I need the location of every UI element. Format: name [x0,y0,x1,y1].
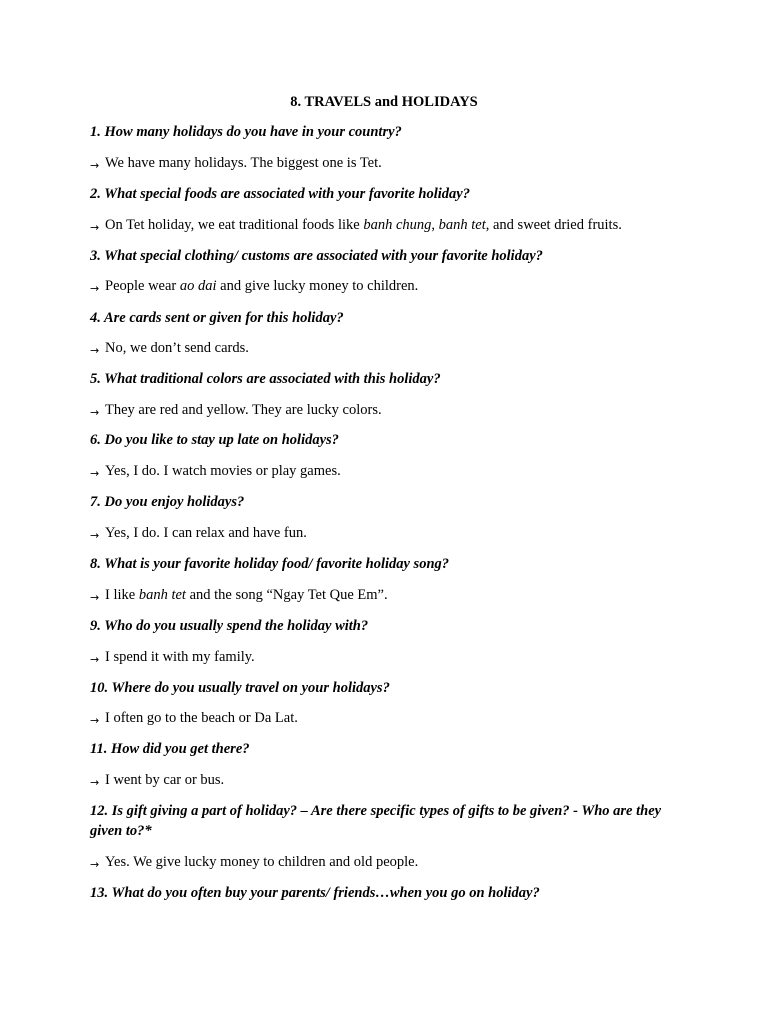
answer: → I like banh tet and the song “Ngay Tet Que Em”. [90,585,680,608]
question: 3. What special clothing/ customs are associated with your favorite holiday? [90,248,543,264]
question: 5. What traditional colors are associated with this holiday? [90,371,441,387]
answer-row-3 [90,276,680,299]
document-title: 8. TRAVELS and HOLIDAYS [290,94,478,110]
answer-row-4 [90,338,680,361]
answer-row-2 [90,215,680,238]
answer: → Yes, I do. I can relax and have fun. [90,523,680,546]
right-arrow-icon: → [90,467,100,480]
qa-item-7 [90,492,680,512]
answer: → I often go to the beach or Da Lat. [90,708,680,731]
answer: → They are red and yellow. They are lucky colors. [90,400,680,423]
question: 12. Is gift giving a part of holiday? – Are there specific types of gifts to be given? - Who are they given to?* [90,803,662,839]
qa-item-8 [90,554,680,574]
answer: → No, we don’t send cards. [90,338,680,361]
answer: → Yes. We give lucky money to children and old people. [90,852,680,875]
right-arrow-icon: → [90,653,100,666]
answer: → People wear ao dai and give lucky money to children. [90,276,680,299]
question: 13. What do you often buy your parents/ friends…when you go on holiday? [90,885,540,901]
qa-item-3 [90,246,680,266]
qa-item-1 [90,122,680,142]
qa-item-12 [90,801,680,841]
answer-row-5 [90,400,680,423]
qa-item-11 [90,739,680,759]
answer: → We have many holidays. The biggest one is Tet. [90,153,680,176]
right-arrow-icon: → [90,591,100,604]
answer-row-11 [90,770,680,793]
question: 11. How did you get there? [90,741,250,757]
answer: → I went by car or bus. [90,770,680,793]
answer: → I spend it with my family. [90,647,680,670]
answer-row-9 [90,647,680,670]
answer-row-6 [90,461,680,484]
right-arrow-icon: → [90,858,100,871]
qa-item-13 [90,883,680,903]
qa-item-6 [90,430,680,450]
question: 1. How many holidays do you have in your country? [90,124,402,140]
answer-row-10 [90,708,680,731]
question: 8. What is your favorite holiday food/ favorite holiday song? [90,556,450,572]
right-arrow-icon: → [90,221,100,234]
question: 7. Do you enjoy holidays? [90,494,245,510]
answer: → Yes, I do. I watch movies or play games. [90,461,680,484]
question: 6. Do you like to stay up late on holidays? [90,432,339,448]
right-arrow-icon: → [90,776,100,789]
right-arrow-icon: → [90,406,100,419]
answer-row-12 [90,852,680,875]
answer-row-1 [90,153,680,176]
question: 4. Are cards sent or given for this holiday? [90,310,344,326]
right-arrow-icon: → [90,159,100,172]
right-arrow-icon: → [90,714,100,727]
answer-row-7 [90,523,680,546]
answer-row-8 [90,585,680,608]
answer: → On Tet holiday, we eat traditional foods like banh chung, banh tet, and sweet dried fruits. [90,215,680,238]
question: 9. Who do you usually spend the holiday with? [90,618,369,634]
right-arrow-icon: → [90,529,100,542]
right-arrow-icon: → [90,344,100,357]
qa-item-5 [90,369,680,389]
qa-item-9 [90,616,680,636]
qa-item-2 [90,184,680,204]
question: 10. Where do you usually travel on your holidays? [90,680,390,696]
qa-item-10 [90,678,680,698]
question: 2. What special foods are associated with your favorite holiday? [90,186,470,202]
right-arrow-icon: → [90,282,100,295]
qa-item-4 [90,308,680,328]
